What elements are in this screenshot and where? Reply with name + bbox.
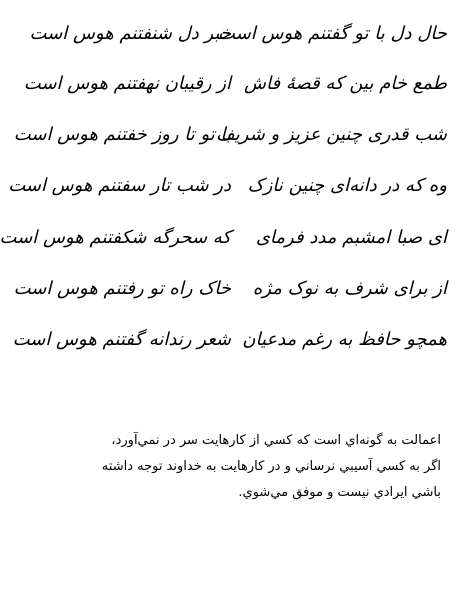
beyt-2 (23, 60, 447, 108)
beyt-6-first-hemistich: از برای شرف به نوک مژه (252, 278, 447, 299)
beyt-2-second-hemistich: از رقیبان نهفتنم هوس است (23, 73, 231, 94)
beyt-5 (0, 214, 447, 262)
beyt-5-first-hemistich: ای صبا امشبم مدد فرمای (255, 227, 447, 248)
beyt-6 (13, 265, 447, 313)
beyt-3-first-hemistich: شب قدری چنین عزیز و شریف (216, 124, 447, 145)
beyt-1-second-hemistich: خبر دل شنفتنم هوس است (29, 23, 231, 44)
beyt-2-first-hemistich: طمع خام بین که قصهٔ فاش (244, 73, 447, 94)
interpretation-line-2: اگر به کسي آسيبي نرساني و در کارهايت به خداوند توجه داشته (101, 459, 441, 474)
interpretation-line-1: اعمالت به گونه‌اي است که کسي از کارهايت سر در نمي‌آورد، (111, 433, 441, 448)
ghazal-poem (0, 10, 447, 360)
beyt-4-second-hemistich: در شب تار سفتنم هوس است (8, 175, 231, 196)
interpretation-line-3: باشي ايرادي نيست و موفق مي‌شوي. (238, 485, 441, 500)
beyt-5-second-hemistich: که سحرگه شکفتنم هوس است (0, 227, 231, 248)
beyt-4 (8, 162, 447, 210)
beyt-6-second-hemistich: خاک راه تو رفتنم هوس است (13, 278, 231, 299)
beyt-3 (13, 111, 447, 159)
beyt-7-second-hemistich: شعر رندانه گفتنم هوس است (12, 329, 231, 350)
beyt-3-second-hemistich: با تو تا روز خفتنم هوس است (13, 124, 231, 145)
beyt-1 (29, 10, 447, 58)
beyt-7 (12, 316, 447, 364)
beyt-7-first-hemistich: همچو حافظ به رغم مدعیان (242, 329, 447, 350)
beyt-4-first-hemistich: وه که در دانه‌ای چنین نازک (247, 175, 447, 196)
beyt-1-first-hemistich: حال دل با تو گفتنم هوس است (218, 23, 447, 44)
interpretation-text (57, 428, 441, 506)
